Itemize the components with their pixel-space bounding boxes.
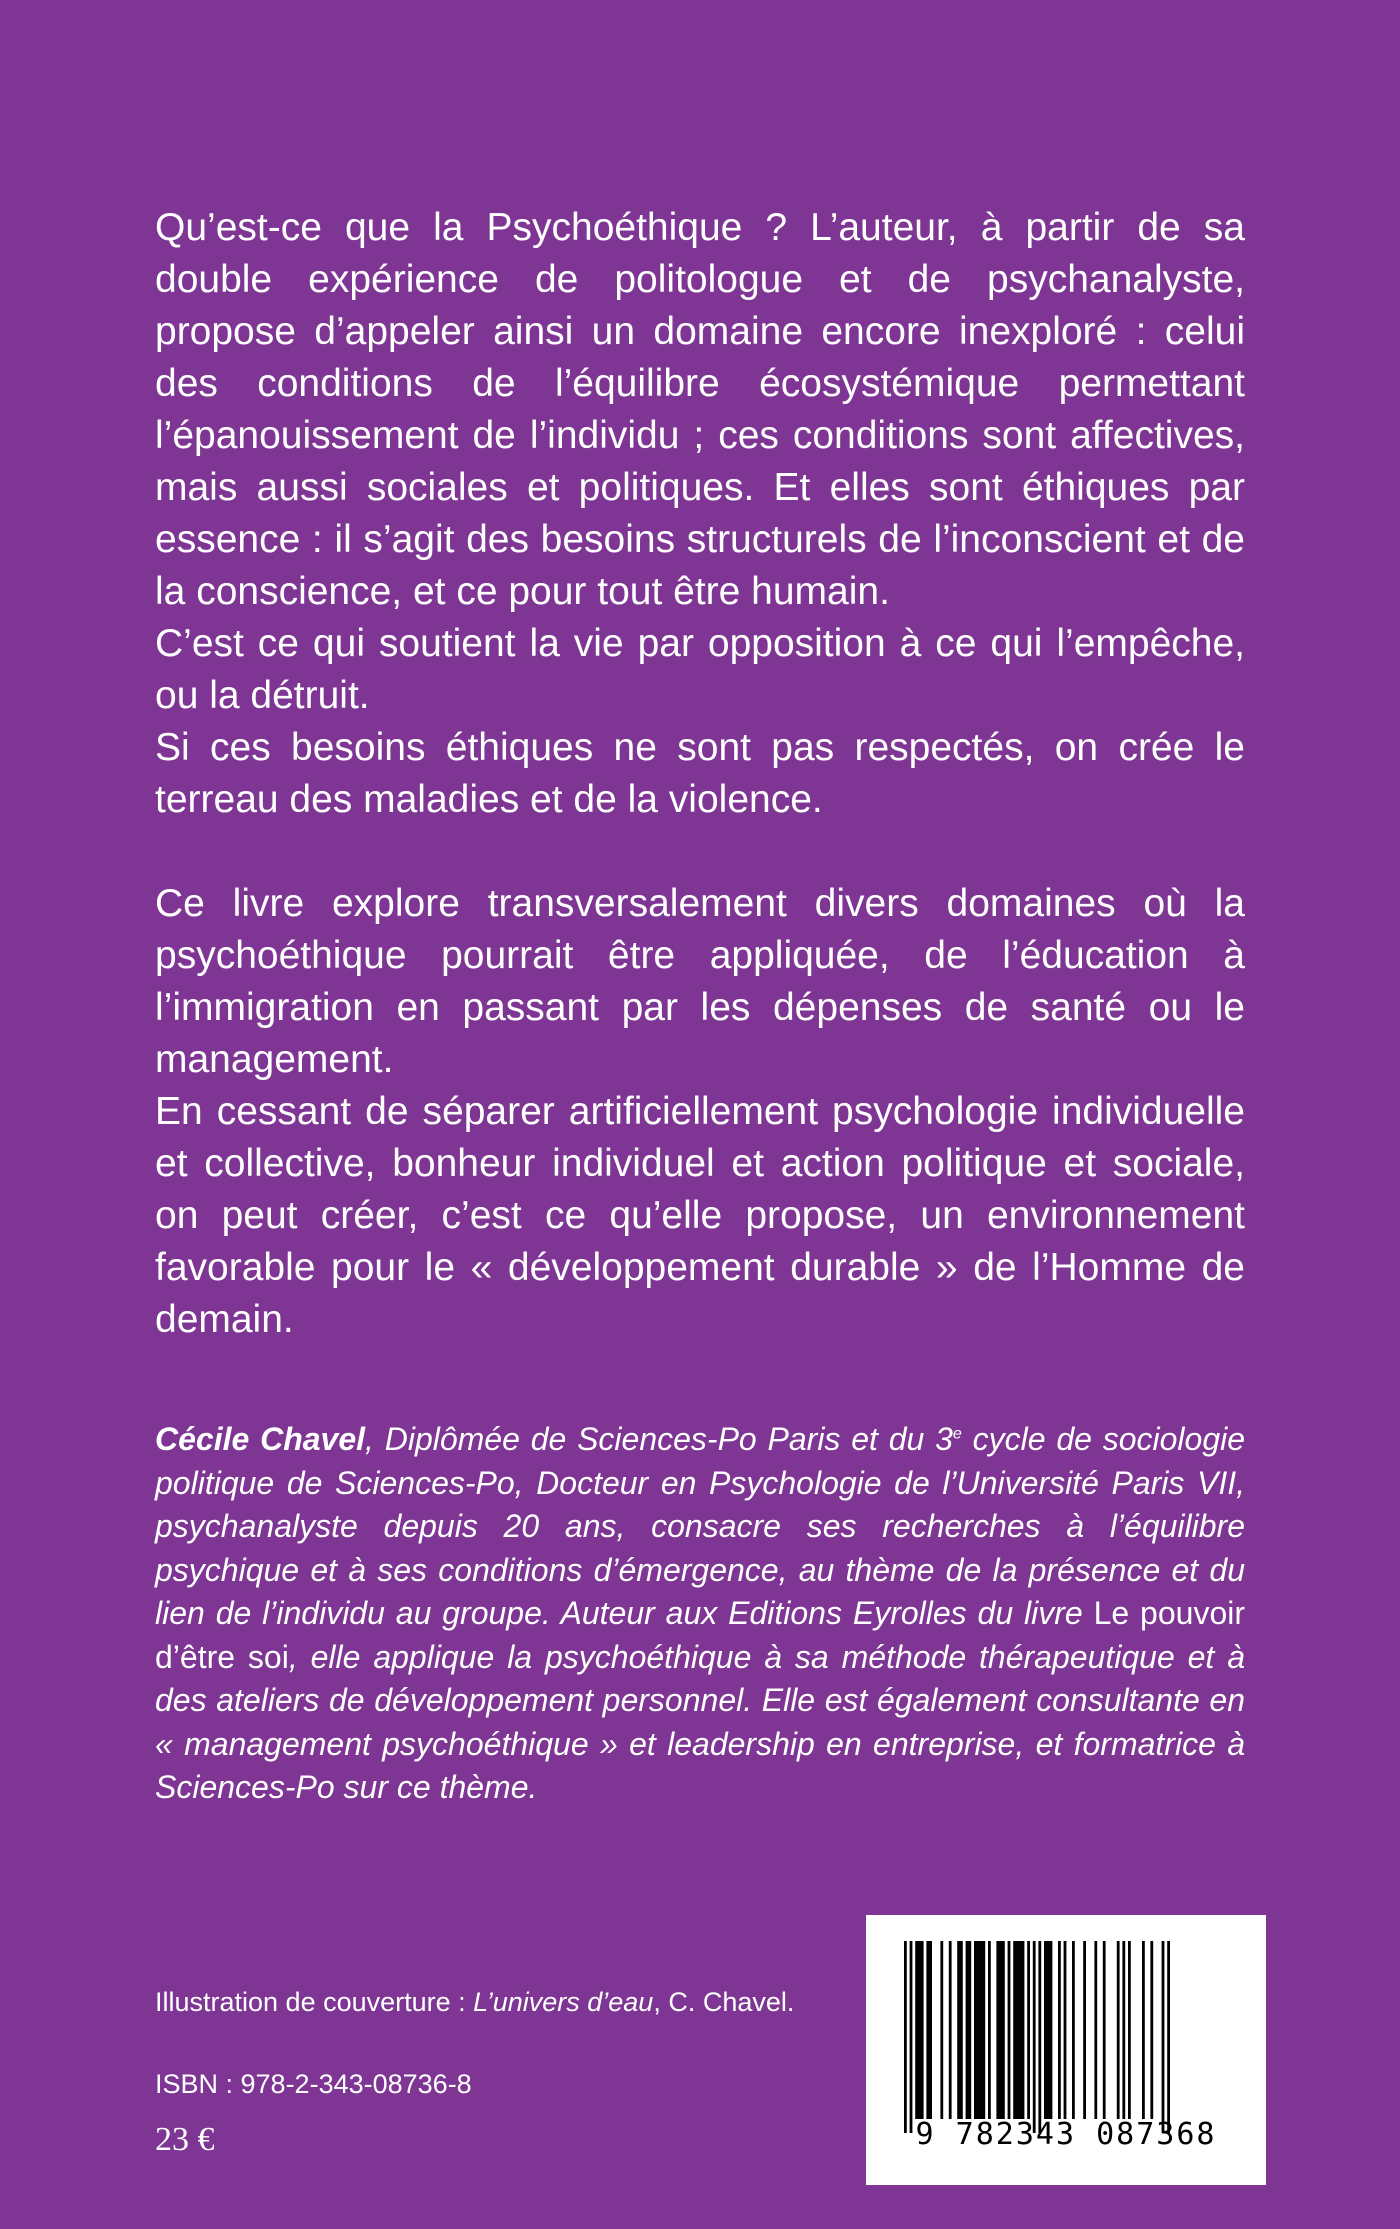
back-cover-blurb [155, 202, 1245, 1346]
barcode-bar [1072, 1941, 1075, 2119]
barcode-bar [1008, 1941, 1011, 2119]
bio-text-part3: , elle applique la psychoéthique à sa méthode thérapeutique et à des ateliers de développement personnel. Elle est également consultante en « management psychoéthique » et leadership en entreprise, et formatrice à Sciences-Po sur ce thème. [155, 1638, 1246, 1805]
blurb-paragraph-life: C’est ce qui soutient la vie par opposition à ce qui l’empêche, ou la détruit. [155, 622, 1245, 717]
bio-text-part2: cycle de sociologie politique de Sciences-Po, Docteur en Psychologie de l’Université Paris VII, psychanalyste depuis 20 ans, consacre ses recherches à l’équilibre psychique et à ses conditions d’émergence, au thème de la présence et du lien de l’individu au groupe. Auteur aux Editions Eyrolles du livre [155, 1421, 1246, 1631]
barcode-bar [915, 1941, 923, 2119]
barcode-bar [1027, 1941, 1030, 2119]
barcode-bar [1083, 1941, 1086, 2119]
author-bio [155, 1418, 1245, 1810]
author-name: Cécile Chavel [155, 1421, 366, 1457]
barcode-bar [1150, 1941, 1153, 2119]
barcode-bar [966, 1941, 972, 2119]
barcode-bar [1064, 1941, 1067, 2119]
price-text: 23 € [155, 2121, 215, 2158]
bio-book-title: Le pouvoir d’être soi [155, 1595, 1246, 1675]
barcode-bar [1167, 1941, 1170, 2133]
credit-artwork-title: L’univers d’eau [473, 1987, 654, 2017]
barcode-bar [940, 1941, 943, 2119]
barcode-digits: 9 782343 087368 [915, 2117, 1217, 2152]
barcode-bar [1058, 1941, 1061, 2119]
barcode [866, 1915, 1266, 2185]
credit-label: Illustration de couverture : [155, 1987, 474, 2017]
barcode-bar [1013, 1941, 1024, 2119]
barcode-bar [904, 1941, 907, 2133]
barcode-bar [1044, 1941, 1052, 2119]
barcode-bar [988, 1941, 991, 2119]
blurb-paragraph-needs: Si ces besoins éthiques ne sont pas respectés, on crée le terreau des maladies et de la violence. [155, 726, 1245, 821]
barcode-bar [1094, 1941, 1097, 2119]
barcode-bar [926, 1941, 932, 2119]
barcode-bar [974, 1941, 985, 2119]
illustration-credit [155, 1985, 794, 2019]
barcode-bar [910, 1941, 913, 2133]
credit-artist: , C. Chavel. [653, 1987, 795, 2017]
bio-text-part1: , Diplômée de Sciences-Po Paris et du 3 [365, 1421, 953, 1457]
blurb-paragraph-intro: Qu’est-ce que la Psychoéthique ? L’auteur, à partir de sa double expérience de politologue et de psychanalyste, propose d’appeler ainsi un domaine encore inexploré : celui des conditions de l’équilibre écosystémique permettant l’épanouissement de l’individu ; ces conditions sont affectives, mais aussi sociales et politiques. Et elles sont éthiques par essence : il s’agit des besoins structurels de l’inconscient et de la conscience, et ce pour tout être humain. [155, 206, 1245, 613]
barcode-bar [1162, 1941, 1165, 2133]
barcode-bar [996, 1941, 1004, 2119]
bio-superscript: e [952, 1425, 962, 1443]
barcode-bar [1038, 1941, 1041, 2133]
isbn-text: ISBN : 978-2-343-08736-8 [155, 2069, 472, 2099]
barcode-bar [1122, 1941, 1125, 2119]
barcode-bar [1128, 1941, 1131, 2119]
barcode-bar [949, 1941, 952, 2119]
barcode-bar [1103, 1941, 1106, 2119]
blurb-paragraph-domains: Ce livre explore transversalement divers domaines où la psychoéthique pourrait être appliquée, de l’éducation à l’immigration en passant par les dépenses de santé ou le management. [155, 882, 1245, 1081]
barcode-bar [1142, 1941, 1145, 2119]
barcode-bar [957, 1941, 963, 2119]
blurb-paragraph-environment: En cessant de séparer artificiellement psychologie individuelle et collective, bonheur individuel et action politique et sociale, on peut créer, c’est ce qu’elle propose, un environnement favorable pour le « développement durable » de l’Homme de demain. [155, 1090, 1245, 1341]
barcode-bar [1117, 1941, 1120, 2119]
barcode-bar [1033, 1941, 1036, 2133]
